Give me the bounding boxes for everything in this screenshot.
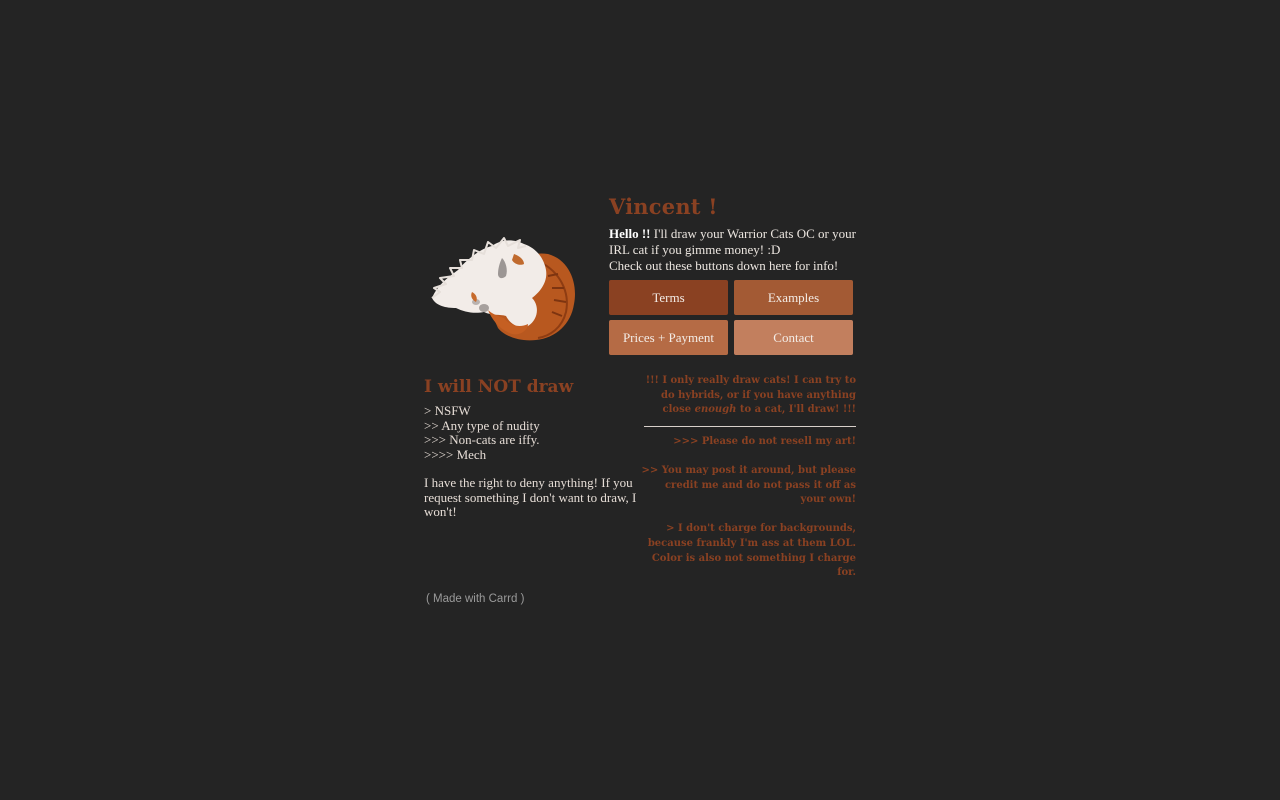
page-title: Vincent ! — [609, 194, 718, 219]
intro-section — [609, 193, 869, 274]
contact-button[interactable]: Contact — [734, 320, 853, 355]
made-with-carrd-link[interactable]: ( Made with Carrd ) — [426, 593, 525, 605]
terms-button[interactable]: Terms — [609, 280, 728, 315]
sleeping-cat-illustration — [428, 232, 578, 344]
will-not-draw-section — [424, 375, 640, 520]
button-grid — [609, 280, 854, 355]
list-item: >> Any type of nudity — [424, 417, 540, 433]
examples-button[interactable]: Examples — [734, 280, 853, 315]
note-no-resell: >>> Please do not resell my art! — [673, 435, 856, 447]
note-cats-only-post: to a cat, I'll draw! !!! — [736, 404, 856, 416]
will-not-draw-list — [424, 404, 640, 462]
note-cats-only-emphasis: enough — [694, 404, 737, 416]
note-backgrounds: > I don't charge for backgrounds, because frankly I'm ass at them LOL. Color is also not something I charge for. — [647, 523, 856, 579]
note-cats-only — [640, 374, 856, 418]
deny-note: I have the right to deny anything! If you request something I don't want to draw, I won't! — [424, 475, 637, 520]
prices-payment-button[interactable]: Prices + Payment — [609, 320, 728, 355]
divider — [644, 426, 856, 427]
intro-line-2: Check out these buttons down here for info! — [609, 258, 839, 273]
note-credit: >> You may post it around, but please credit me and do not pass it off as your own! — [641, 464, 856, 506]
intro-text — [609, 226, 869, 274]
list-item: > NSFW — [424, 403, 471, 418]
list-item: >>>> Mech — [424, 446, 487, 462]
notes-column — [640, 374, 856, 581]
note-cats-only-pre: !!! I only really draw cats! I can try to do hybrids, or if you have anything close — [645, 375, 856, 416]
intro-hello: Hello !! — [609, 226, 651, 241]
intro-line-1: I'll draw your Warrior Cats OC or your IRL cat if you gimme money! :D — [609, 226, 856, 257]
will-not-draw-heading: I will NOT draw — [424, 377, 574, 397]
list-item: >>> Non-cats are iffy. — [424, 432, 540, 447]
